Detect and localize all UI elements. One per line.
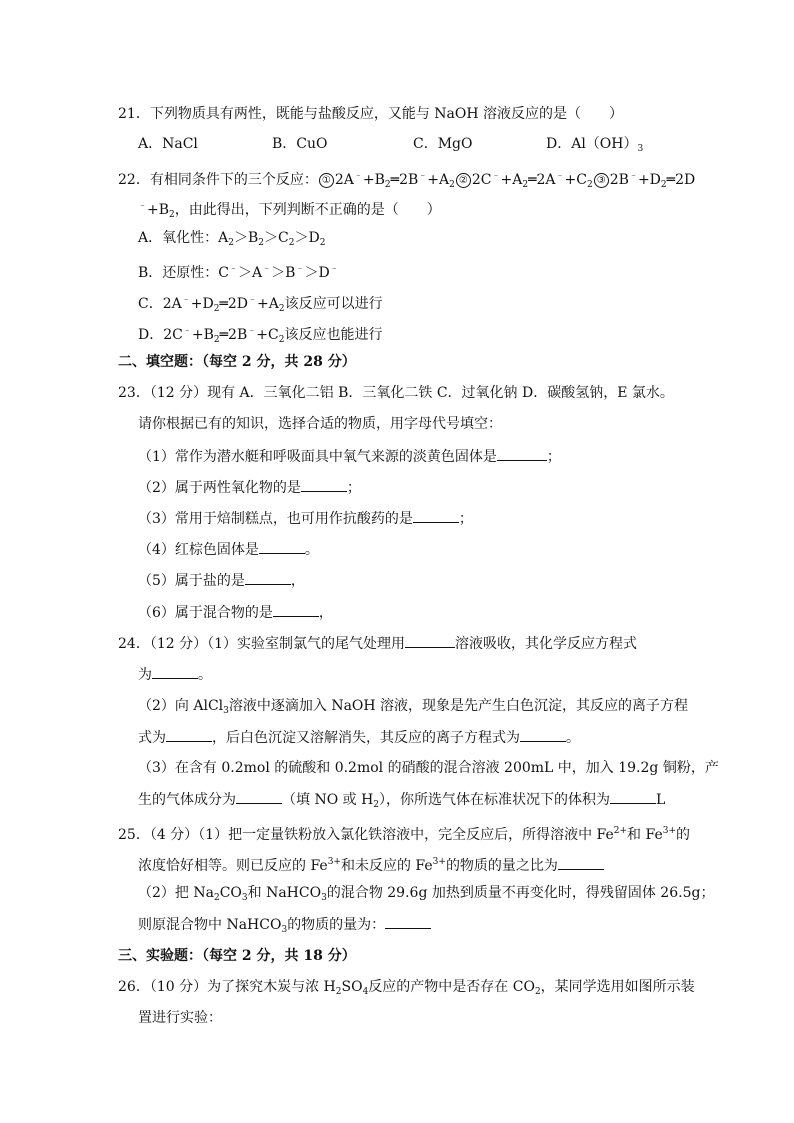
q22-stem: 22．有相同条件下的三个反应： ① $2A^﹣+B_2═2B^﹣+A_2$ ② $2C^﹣+A_2═2A^﹣+C_2$ ③ $2B^﹣+D_2═2D$ [118, 171, 696, 190]
q22-option-c: C．$2A^﹣+D_2═2D^﹣+A_2$该反应可以进行 [138, 295, 383, 314]
q23-item-1: （1）常作为潜水艇和呼吸面具中氧气来源的淡黄色固体是 ； [138, 446, 561, 467]
q23-item-4: （4）红棕色固体是 。 [138, 539, 319, 560]
q25-line-4: 则原混合物中 NaHCO$_3$的物质的量为： [138, 914, 431, 940]
q23-intro: 请你根据已有的知识，选择合适的物质，用字母代号填空： [138, 416, 502, 432]
q26-line-2: 置进行实验： [138, 1010, 222, 1026]
q21-option-a: A．NaCl [138, 136, 198, 152]
q23-item-2: （2）属于两性氧化物的是 ； [138, 477, 361, 498]
q23-stem: 23．（12 分）现有 A．三氧化二铝 B．三氧化二铁 C．过氧化钠 D．碳酸氢钠，E 氯水。 [118, 385, 674, 401]
q21-option-c: C．MgO [413, 136, 473, 152]
q22-stem-cont: $^﹣+B_2$，由此得出，下列判断不正确的是（ ） [138, 201, 441, 220]
q25-line-1: 25．（4 分）（1）把一定量铁粉放入氯化铁溶液中，完全反应后，所得溶液中 $Fe^{2+}$和 $Fe^{3+}$的 [118, 826, 691, 843]
section-experiment-title: 三、实验题：（每空 2 分，共 18 分） [118, 948, 356, 964]
q23-item-6: （6）属于混合物的是 ， [138, 602, 333, 623]
q21-option-d: D．$Al(OH)_3$ [546, 136, 644, 154]
q25-line-3: （2）把 $Na_2CO_3$和 NaHCO$_3$的混合物 29.6g 加热到质量不再变化时，得残留固体 26.5g； [138, 885, 715, 903]
q23-item-5: （5）属于盐的是 ， [138, 570, 305, 591]
q22-option-d: D．$2C^﹣+B_2═2B^﹣+C_2$该反应也能进行 [138, 326, 383, 345]
q24-line-6: 生的气体成分为 （填 NO 或 $H_2$），你所选气体在标准状况下的体积为 L [138, 789, 665, 815]
q25-line-2: 浓度恰好相等。则已反应的 $Fe^{3+}$和未反应的 $Fe^{3+}$的物质的量之比为 [138, 852, 604, 876]
q22-option-b: B．还原性：C﹣＞A﹣＞B﹣＞D﹣ [138, 264, 339, 281]
q24-line-1: 24．（12 分）（1）实验室制氯气的尾气处理用 溶液吸收，其化学反应方程式 [118, 633, 637, 654]
q21-stem: 21．下列物质具有两性，既能与盐酸反应，又能与 NaOH 溶液反应的是（ ） [118, 106, 623, 122]
q21-option-b: B．CuO [272, 136, 328, 152]
q24-line-4: 式为 ，后白色沉淀又溶解消失，其反应的离子方程式为 。 [138, 727, 580, 748]
q22-option-a: A．氧化性：$A_2>B_2>C_2>D_2$ [138, 230, 326, 248]
q24-line-2: 为 。 [138, 664, 212, 685]
q26-line-1: 26．（10 分）为了探究木炭与浓 $H_2SO_4$反应的产物中是否存在 $CO_2$，某同学选用如图所示装 [118, 979, 695, 997]
q23-item-3: （3）常用于焙制糕点，也可用作抗酸药的是 ； [138, 508, 473, 529]
section-fill-in-title: 二、填空题：（每空 2 分，共 28 分） [118, 354, 356, 370]
q24-line-3: （2）向 AlCl$_3$溶液中逐滴加入 NaOH 溶液，现象是先产生白色沉淀，其反应的离子方程 [138, 698, 689, 716]
q24-line-5: （3）在含有 0.2mol 的硫酸和 0.2mol 的硝酸的混合溶液 200mL 中，加入 19.2g 铜粉，产 [138, 760, 719, 776]
